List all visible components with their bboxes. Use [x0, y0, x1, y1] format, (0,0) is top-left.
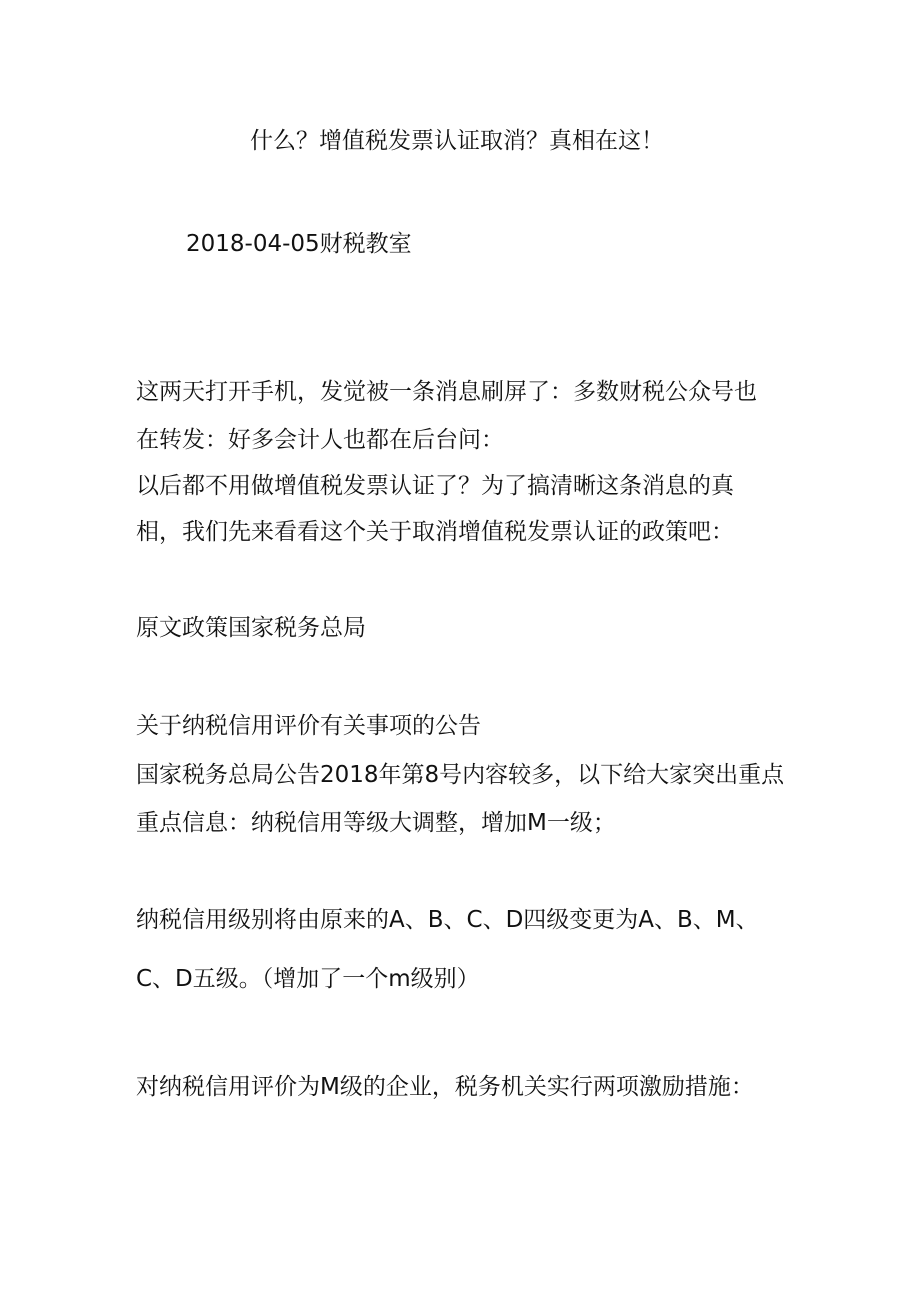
paragraph-line-1: 这两天打开手机，发觉被一条消息刷屏了：多数财税公众号也	[136, 379, 757, 405]
paragraph-line-11: 对纳税信用评价为M级的企业，税务机关实行两项激励措施：	[136, 1074, 754, 1100]
paragraph-line-8: 重点信息：纳税信用等级大调整，增加M一级；	[136, 810, 616, 836]
document-title: 什么？增值税发票认证取消？真相在这！	[250, 128, 664, 154]
paragraph-line-6: 关于纳税信用评价有关事项的公告	[136, 713, 481, 739]
paragraph-line-9: 纳税信用级别将由原来的A、B、C、D四级变更为A、B、M、	[136, 907, 759, 933]
publish-date-and-source: 2018-04-05财税教室	[186, 231, 412, 257]
paragraph-line-3: 以后都不用做增值税发票认证了？为了搞清晰这条消息的真	[136, 473, 734, 499]
paragraph-line-7: 国家税务总局公告2018年第8号内容较多，以下给大家突出重点	[136, 762, 785, 788]
paragraph-line-5: 原文政策国家税务总局	[136, 615, 366, 641]
paragraph-line-4: 相，我们先来看看这个关于取消增值税发票认证的政策吧：	[136, 519, 734, 545]
paragraph-line-2: 在转发：好多会计人也都在后台问：	[136, 427, 504, 453]
paragraph-line-10: C、D五级。（增加了一个m级别）	[136, 966, 480, 992]
